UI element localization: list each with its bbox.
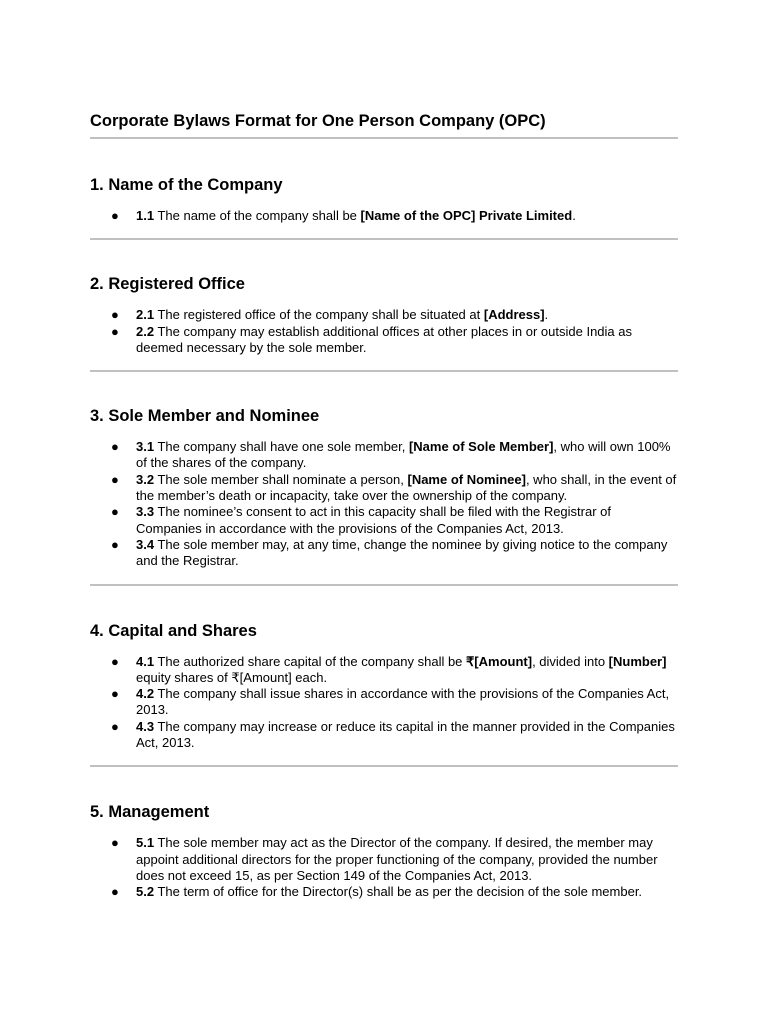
bullet-icon: ● (111, 471, 119, 487)
clause-number: 4.3 (136, 718, 155, 734)
clause-text: The authorized share capital of the company shall be (154, 653, 467, 669)
clause-number: 2.1 (136, 307, 155, 323)
clause-placeholder: [Number] (608, 653, 667, 669)
clause-number: 3.1 (136, 439, 155, 455)
clause-text: The sole member may, at any time, change the nominee by giving notice to the company and the Registrar. (136, 536, 668, 569)
bullet-icon: ● (111, 718, 119, 734)
clause-text: equity shares of ₹[Amount] each. (136, 669, 328, 685)
clause-item (90, 835, 678, 884)
section-heading: 2. Registered Office (90, 275, 245, 294)
clause-placeholder: ₹[Amount] (466, 653, 533, 669)
clause-text: The company may establish additional offices at other places in or outside India as deemed necessary by the sole member. (136, 323, 632, 355)
clause-placeholder: [Name of Nominee] (407, 471, 526, 487)
clause-number: 3.2 (136, 471, 155, 487)
sections-container (90, 174, 678, 901)
section-heading: 4. Capital and Shares (90, 621, 257, 640)
clause-number: 4.2 (136, 686, 155, 702)
clause-placeholder: [Name of Sole Member] (408, 439, 554, 455)
clause-text: The company may increase or reduce its capital in the manner provided in the Companies Act, 2013. (136, 718, 675, 751)
clause-item (90, 439, 678, 472)
clause-list (90, 208, 678, 224)
section-heading: 5. Management (90, 803, 210, 822)
clause-item (90, 719, 678, 752)
section-divider (90, 765, 678, 767)
bullet-icon: ● (111, 536, 119, 552)
clause-list (90, 654, 678, 752)
section-3 (90, 405, 678, 585)
clause-item (90, 324, 678, 357)
clause-item (90, 504, 678, 537)
clause-text: , who shall, in the event of the member’s death or incapacity, take over the ownership of the company. (136, 471, 677, 504)
section-5 (90, 801, 678, 900)
bullet-icon: ● (111, 208, 119, 223)
bullet-icon: ● (111, 686, 119, 702)
section-heading: 1. Name of the Company (90, 176, 283, 194)
clause-item (90, 686, 678, 719)
clause-text: The sole member may act as the Director of the company. If desired, the member may appoint additional directors for the proper functioning of the company, provided the number does not exceed 15, as per Section 149 of the Companies Act, 2013. (136, 835, 658, 883)
clause-placeholder: [Name of the OPC] Private Limited (360, 208, 573, 223)
clause-text: The company shall issue shares in accordance with the provisions of the Companies Act, 2013. (136, 686, 670, 718)
clause-text: , divided into (532, 653, 609, 669)
clause-list (90, 835, 678, 900)
document-title: Corporate Bylaws Format for One Person Company (OPC) (90, 112, 546, 130)
clause-number: 4.1 (136, 653, 155, 669)
clause-item (90, 884, 678, 900)
bullet-icon: ● (111, 653, 119, 669)
clause-text: The term of office for the Director(s) shall be as per the decision of the sole member. (154, 884, 643, 900)
bullet-icon: ● (111, 439, 119, 455)
section-4 (90, 620, 678, 768)
clause-text: . (572, 208, 576, 223)
section-divider (90, 238, 678, 240)
clause-number: 3.4 (136, 536, 155, 552)
clause-text: The registered office of the company shall be situated at (154, 307, 484, 323)
clause-text: . (544, 307, 549, 323)
clause-item (90, 307, 678, 323)
clause-number: 2.2 (136, 323, 155, 339)
section-divider (90, 584, 678, 586)
clause-item (90, 472, 678, 505)
clause-text: , who will own 100% of the shares of the company. (136, 439, 671, 471)
clause-text: The name of the company shall be (154, 208, 361, 223)
section-heading: 3. Sole Member and Nominee (90, 407, 320, 426)
clause-number: 5.1 (136, 835, 155, 851)
bullet-icon: ● (111, 323, 119, 339)
bullet-icon: ● (111, 884, 119, 900)
bullet-icon: ● (111, 307, 119, 323)
clause-text: The nominee’s consent to act in this capacity shall be filed with the Registrar of Companies in accordance with the provisions of the Companies Act, 2013. (136, 504, 612, 536)
document-body (90, 110, 678, 901)
clause-item (90, 654, 678, 687)
clause-item (90, 208, 678, 224)
clause-placeholder: [Address] (483, 307, 545, 323)
clause-text: The company shall have one sole member, (154, 439, 409, 455)
bullet-icon: ● (111, 504, 119, 520)
section-2 (90, 273, 678, 372)
title-divider (90, 137, 678, 139)
clause-item (90, 537, 678, 570)
clause-text: The sole member shall nominate a person, (154, 471, 408, 487)
section-1 (90, 174, 678, 240)
section-divider (90, 370, 678, 372)
clause-number: 1.1 (136, 208, 155, 223)
bullet-icon: ● (111, 835, 119, 851)
clause-list (90, 439, 678, 569)
clause-number: 3.3 (136, 504, 155, 520)
clause-list (90, 307, 678, 356)
clause-number: 5.2 (136, 884, 155, 900)
